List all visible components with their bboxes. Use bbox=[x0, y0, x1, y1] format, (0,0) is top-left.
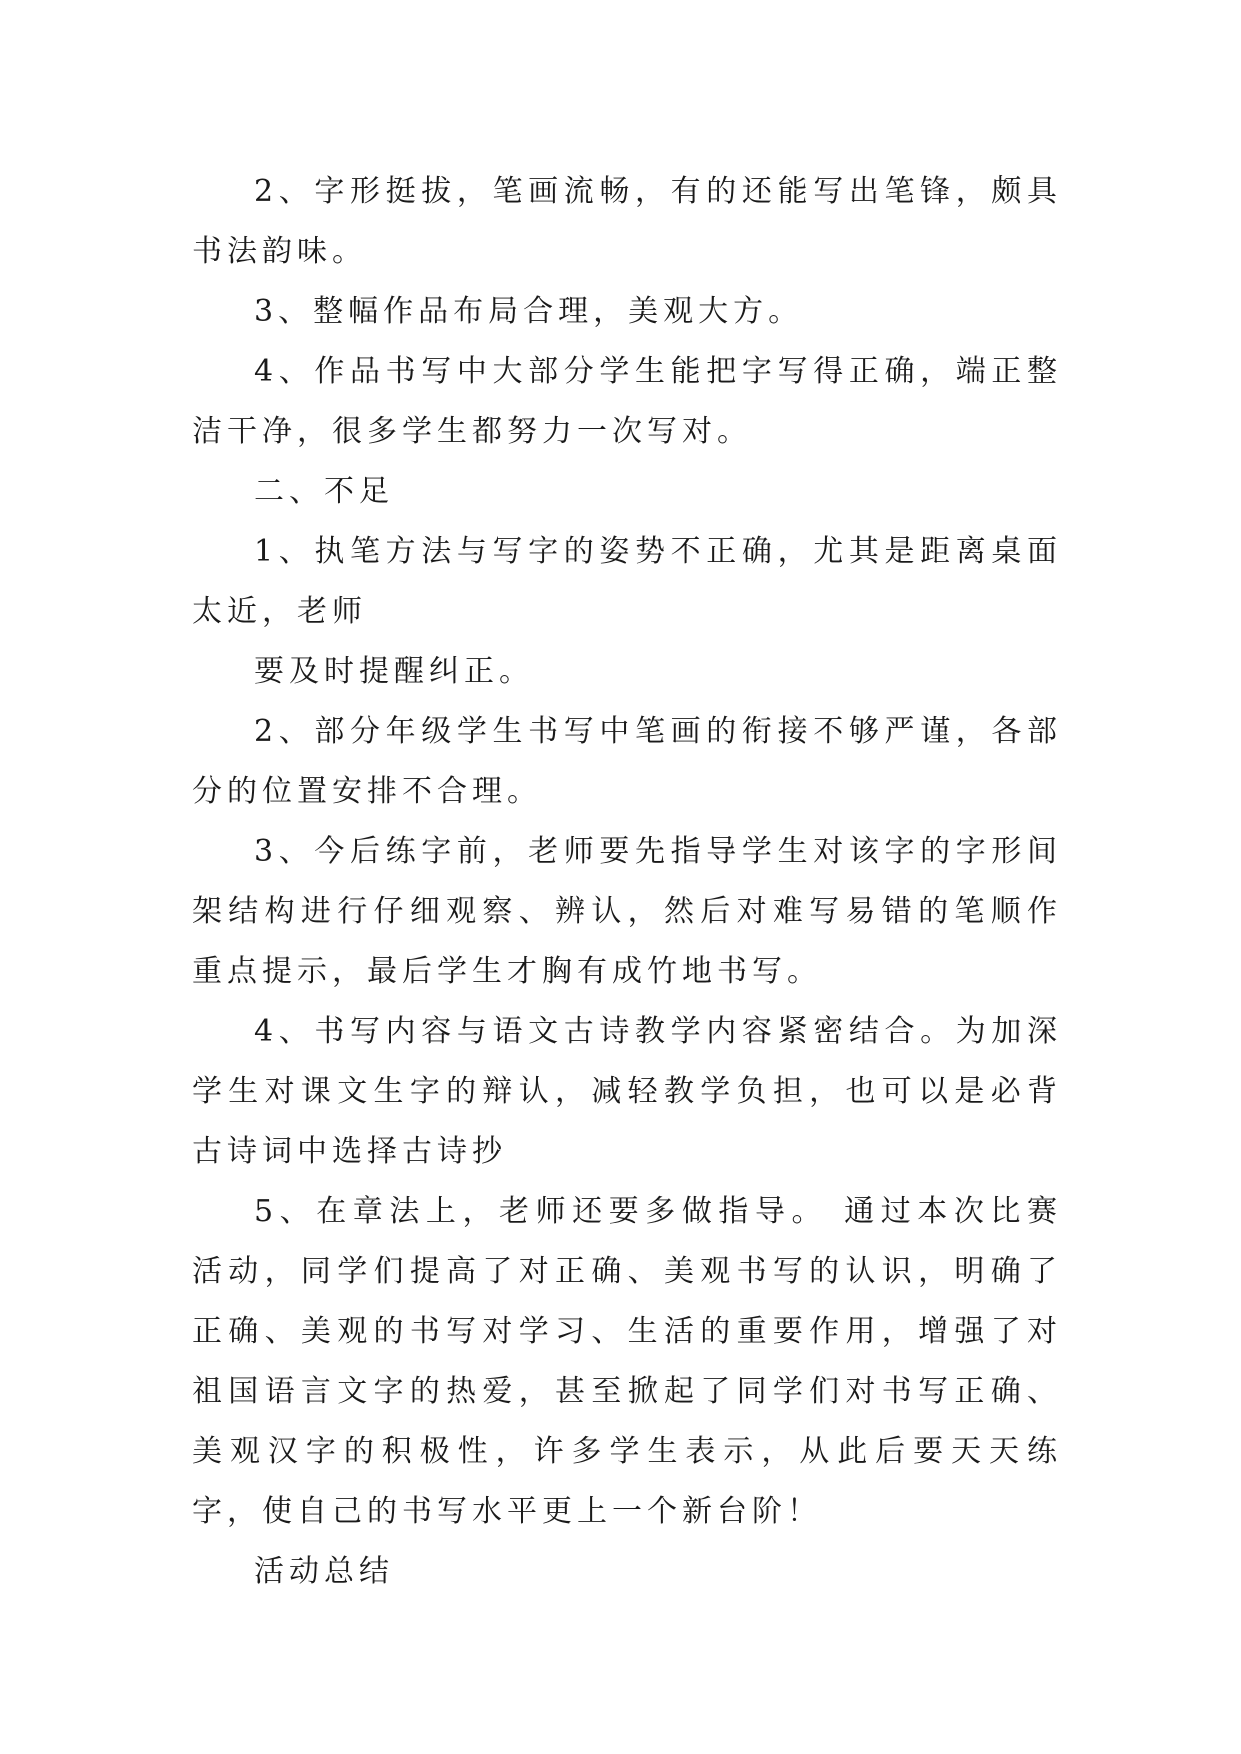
document-body bbox=[192, 162, 1062, 1602]
paragraph-shortcomings-1: 1、执笔方法与写字的姿势不正确，尤其是距离桌面太近，老师 bbox=[192, 534, 1062, 629]
paragraph-shortcomings-4: 4、书写内容与语文古诗教学内容紧密结合。为加深学生对课文生字的辩认，减轻教学负担，也可以是必背古诗词中选择古诗抄 bbox=[192, 1014, 1062, 1169]
paragraph-strengths-2: 2、字形挺拔，笔画流畅，有的还能写出笔锋，颇具书法韵味。 bbox=[192, 174, 1062, 269]
paragraph-shortcomings-5: 5、在章法上，老师还要多做指导。 通过本次比赛活动，同学们提高了对正确、美观书写的认识，明确了正确、美观的书写对学习、生活的重要作用，增强了对祖国语言文字的热爱，甚至掀起了同学们对书写正确、美观汉字的积极性，许多学生表示，从此后要天天练字，使自己的书写水平更上一个新台阶！ bbox=[192, 1194, 1062, 1529]
paragraph-shortcomings-3: 3、今后练字前，老师要先指导学生对该字的字形间架结构进行仔细观察、辨认，然后对难写易错的笔顺作重点提示，最后学生才胸有成竹地书写。 bbox=[192, 834, 1062, 989]
paragraph-shortcomings-1-cont: 要及时提醒纠正。 bbox=[254, 654, 534, 689]
paragraph-strengths-3: 3、整幅作品布局合理，美观大方。 bbox=[254, 294, 804, 329]
paragraph-strengths-4: 4、作品书写中大部分学生能把字写得正确，端正整洁干净，很多学生都努力一次写对。 bbox=[192, 354, 1062, 449]
section-heading-summary: 活动总结 bbox=[254, 1554, 394, 1589]
paragraph-shortcomings-2: 2、部分年级学生书写中笔画的衔接不够严谨，各部分的位置安排不合理。 bbox=[192, 714, 1062, 809]
section-heading-shortcomings: 二、不足 bbox=[254, 474, 394, 509]
